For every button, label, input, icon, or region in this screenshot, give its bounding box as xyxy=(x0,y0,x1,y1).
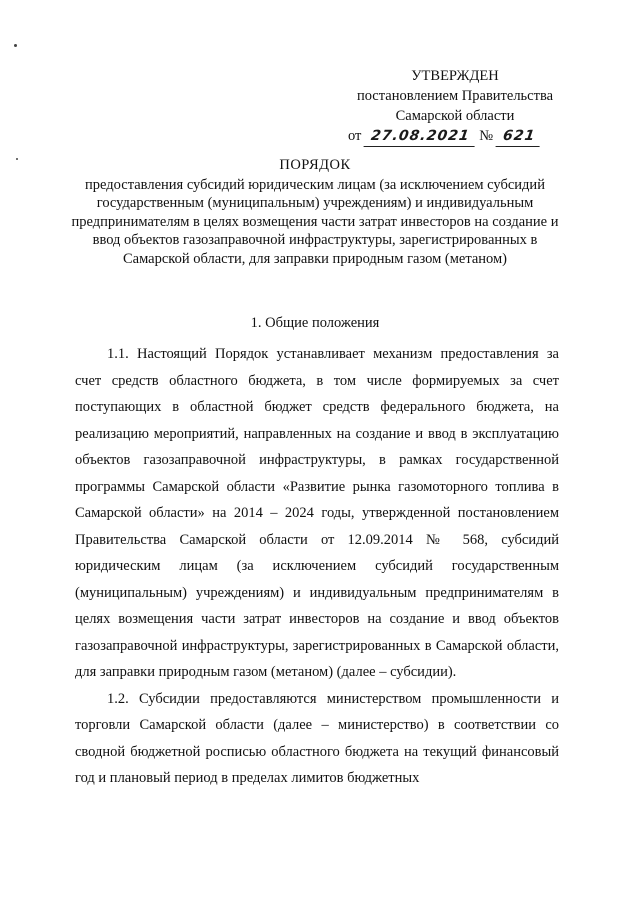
date-prefix: от xyxy=(348,128,362,144)
document-subtitle: предоставления субсидий юридическим лицам (за исключением субсидий государственным (муниципальным) учреждениям) и индивидуальным предпринимателям в целях возмещения части затрат инвесторов на создание и ввод объектов газозаправочной инфраструктуры, зарегистрированных в Самарской области, для заправки природным газом (метаном) xyxy=(71,176,559,267)
approval-date-line xyxy=(340,126,570,147)
handwritten-date: 27.08.2021 xyxy=(364,126,478,147)
approved-label: УТВЕРЖДЕН xyxy=(411,68,499,84)
approval-stamp xyxy=(340,66,570,147)
approved-by: постановлением Правительства xyxy=(356,88,554,104)
scan-speck xyxy=(16,158,18,160)
document-body xyxy=(75,341,559,792)
handwritten-number: 621 xyxy=(495,126,542,147)
document-title: ПОРЯДОК xyxy=(279,157,351,173)
document-title-block xyxy=(60,156,570,268)
number-sign: № xyxy=(479,128,494,144)
approved-region: Самарской области xyxy=(395,108,515,124)
scan-speck xyxy=(14,44,17,47)
paragraph-1-1: 1.1. Настоящий Порядок устанавливает механизм предоставления за счет средств областного бюджета, в том числе формируемых за счет поступающих в областной бюджет средств федерального бюджета, на реализацию мероприятий, направленных на создание и ввод в эксплуатацию объектов газозаправочной инфраструктуры, в рамках государственной программы Самарской области «Развитие рынка газомоторного топлива в Самарской области» на 2014 – 2024 годы, утвержденной постановлением Правительства Самарской области от 12.09.2014 № 568, субсидий юридическим лицам (за исключением субсидий государственным (муниципальным) учреждениям) и индивидуальным предпринимателям в целях возмещения части затрат инвесторов на создание и ввод объектов газозаправочной инфраструктуры, зарегистрированных в Самарской области, для заправки природным газом (метаном) (далее – субсидии). xyxy=(75,346,559,680)
section-heading: 1. Общие положения xyxy=(250,315,380,331)
paragraph-1-2: 1.2. Субсидии предоставляются министерством промышленности и торговли Самарской области (далее – министерство) в соответствии со сводной бюджетной росписью областного бюджета на текущий финансовый год и плановый период в пределах лимитов бюджетных xyxy=(75,690,559,786)
